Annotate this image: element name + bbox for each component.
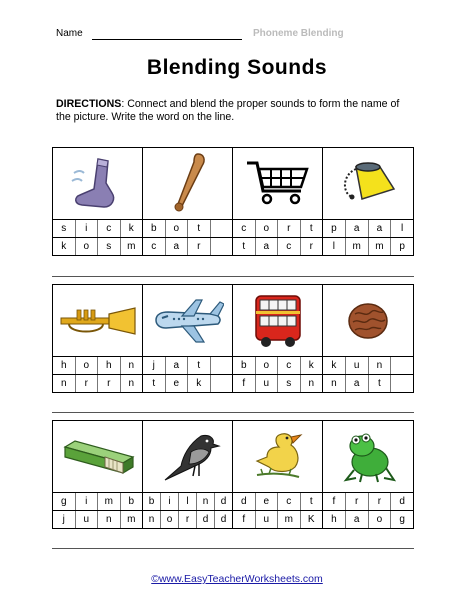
letter-box: c	[278, 357, 301, 374]
letter-box: n	[197, 493, 215, 510]
picture-cell	[323, 148, 413, 255]
directions-label: DIRECTIONS	[56, 98, 122, 110]
letter-box: n	[143, 511, 161, 528]
letter-box: m	[346, 238, 369, 255]
letter-box	[211, 238, 233, 255]
letter-row-bottom	[233, 237, 322, 255]
letter-box: b	[233, 357, 256, 374]
letter-box: k	[308, 360, 314, 371]
letter-box: l	[401, 223, 404, 234]
letter-box: s	[53, 220, 76, 237]
letter-box: n	[128, 360, 135, 371]
picture-cell	[323, 285, 413, 392]
letter-box: a	[346, 375, 369, 392]
answer-line	[52, 548, 414, 549]
picture-cell	[233, 285, 323, 392]
letter-box: d	[233, 493, 256, 510]
letter-box: f	[323, 493, 346, 510]
letter-box: t	[143, 375, 166, 392]
letter-box: r	[369, 493, 392, 510]
letter-box: b	[143, 493, 161, 510]
bus-icon	[252, 292, 304, 350]
letter-row-bottom	[323, 374, 413, 392]
letter-box: a	[369, 220, 392, 237]
letter-box: a	[166, 357, 189, 374]
letter-box: u	[76, 511, 99, 528]
letter-row-top	[53, 219, 142, 237]
letter-row-top	[323, 219, 413, 237]
letter-box: m	[369, 238, 392, 255]
letter-box: a	[256, 238, 279, 255]
jet-icon	[152, 298, 224, 344]
letter-box: p	[323, 220, 346, 237]
letter-box: o	[166, 220, 189, 237]
letter-box: k	[188, 375, 211, 392]
letter-row-top	[233, 219, 322, 237]
letter-box: b	[143, 220, 166, 237]
letter-box: d	[220, 496, 227, 507]
name-line	[92, 39, 242, 40]
letter-row-top	[53, 492, 142, 510]
letter-box: r	[346, 493, 369, 510]
letter-row-bottom	[143, 510, 232, 528]
picture-cell	[53, 421, 143, 528]
letter-box: s	[98, 238, 121, 255]
letter-box: a	[166, 238, 189, 255]
letter-box: m	[98, 493, 121, 510]
page-title: Blending Sounds	[146, 56, 328, 79]
horn-icon	[59, 306, 137, 336]
letter-box	[391, 357, 413, 374]
letter-box: m	[127, 241, 136, 252]
letter-row-top	[233, 356, 322, 374]
answer-line	[52, 276, 414, 277]
letter-box: l	[323, 238, 346, 255]
letter-box: r	[278, 220, 301, 237]
footer-link[interactable]: ©www.EasyTeacherWorksheets.com	[151, 573, 323, 585]
picture-row-3	[52, 420, 414, 529]
frog-icon	[340, 430, 396, 484]
letter-box: o	[161, 511, 179, 528]
letter-box: d	[197, 511, 215, 528]
letter-box: e	[166, 375, 189, 392]
letter-box: o	[369, 511, 392, 528]
letter-box: g	[399, 514, 405, 525]
letter-box: u	[256, 511, 279, 528]
letter-box: g	[53, 493, 76, 510]
letter-row-top	[323, 492, 413, 510]
letter-box: c	[233, 220, 256, 237]
letter-box	[211, 375, 233, 392]
letter-row-bottom	[53, 237, 142, 255]
picture-cell	[143, 148, 233, 255]
letter-box	[391, 375, 413, 392]
gum-icon	[61, 437, 135, 477]
name-label: Name	[56, 28, 83, 39]
picture-cell	[143, 285, 233, 392]
letter-row-bottom	[53, 374, 142, 392]
letter-row-top	[143, 219, 232, 237]
picture-row-2	[52, 284, 414, 393]
letter-box: j	[143, 357, 166, 374]
letter-box: f	[233, 375, 256, 392]
letter-box: t	[309, 223, 313, 234]
letter-box: c	[98, 220, 121, 237]
letter-box: n	[308, 378, 315, 389]
letter-box: c	[143, 238, 166, 255]
letter-box: o	[76, 357, 99, 374]
bat-icon	[168, 152, 208, 216]
letter-box: s	[278, 375, 301, 392]
letter-row-top	[143, 356, 232, 374]
letter-box: n	[323, 375, 346, 392]
letter-box: t	[233, 238, 256, 255]
letter-box: n	[98, 511, 121, 528]
cart-icon	[245, 159, 311, 209]
letter-box: i	[76, 493, 99, 510]
letter-box	[211, 357, 233, 374]
sock-icon	[68, 155, 128, 213]
letter-box: f	[233, 511, 256, 528]
letter-box: r	[309, 241, 313, 252]
picture-cell	[53, 285, 143, 392]
letter-row-top	[143, 492, 232, 510]
letter-row-bottom	[323, 237, 413, 255]
letter-box: k	[128, 223, 134, 234]
letter-box: k	[53, 238, 76, 255]
letter-box: h	[98, 357, 121, 374]
directions	[56, 98, 416, 124]
letter-box: u	[346, 357, 369, 374]
letter-box: t	[188, 357, 211, 374]
letter-box: t	[188, 220, 211, 237]
letter-box: d	[220, 514, 227, 525]
nut-icon	[345, 298, 391, 344]
letter-box: r	[188, 238, 211, 255]
letter-box	[211, 220, 233, 237]
letter-box: h	[323, 511, 346, 528]
letter-box: r	[98, 375, 121, 392]
letter-box: n	[53, 375, 76, 392]
letter-row-bottom	[233, 510, 322, 528]
pail-icon	[338, 159, 398, 209]
directions-text: : Connect and blend the proper sounds to form the name of the picture. Write the word on the line.	[56, 98, 400, 123]
letter-row-bottom	[233, 374, 322, 392]
letter-box: b	[128, 496, 135, 507]
letter-box: i	[76, 220, 99, 237]
picture-cell	[323, 421, 413, 528]
letter-box: o	[256, 220, 279, 237]
letter-box: o	[256, 357, 279, 374]
letter-box: r	[179, 511, 197, 528]
answer-line	[52, 412, 414, 413]
duck-icon	[249, 429, 307, 485]
letter-row-top	[233, 492, 322, 510]
letter-row-bottom	[143, 374, 232, 392]
letter-row-bottom	[143, 237, 232, 255]
letter-box: l	[179, 493, 197, 510]
letter-box: p	[399, 241, 405, 252]
letter-row-bottom	[53, 510, 142, 528]
letter-box: m	[127, 514, 136, 525]
letter-box: a	[346, 511, 369, 528]
letter-box: c	[278, 493, 301, 510]
worksheet-topic: Phoneme Blending	[253, 28, 344, 39]
letter-box: u	[256, 375, 279, 392]
letter-box: k	[323, 357, 346, 374]
letter-box: h	[53, 357, 76, 374]
letter-box: r	[76, 375, 99, 392]
letter-box: n	[128, 378, 135, 389]
letter-box: m	[278, 511, 301, 528]
letter-box: t	[369, 375, 392, 392]
letter-box: n	[369, 357, 392, 374]
letter-box: i	[161, 493, 179, 510]
letter-box: j	[53, 511, 76, 528]
letter-box: a	[346, 220, 369, 237]
picture-cell	[143, 421, 233, 528]
letter-box: t	[309, 496, 313, 507]
letter-row-top	[323, 356, 413, 374]
picture-cell	[53, 148, 143, 255]
picture-cell	[233, 421, 323, 528]
letter-box: d	[399, 496, 405, 507]
letter-row-top	[53, 356, 142, 374]
picture-cell	[233, 148, 323, 255]
letter-row-bottom	[323, 510, 413, 528]
worksheet-header	[56, 28, 366, 42]
letter-box: e	[256, 493, 279, 510]
letter-box: c	[278, 238, 301, 255]
letter-box: K	[307, 514, 315, 525]
letter-box: o	[76, 238, 99, 255]
picture-row-1	[52, 147, 414, 256]
bird-icon	[155, 430, 221, 484]
